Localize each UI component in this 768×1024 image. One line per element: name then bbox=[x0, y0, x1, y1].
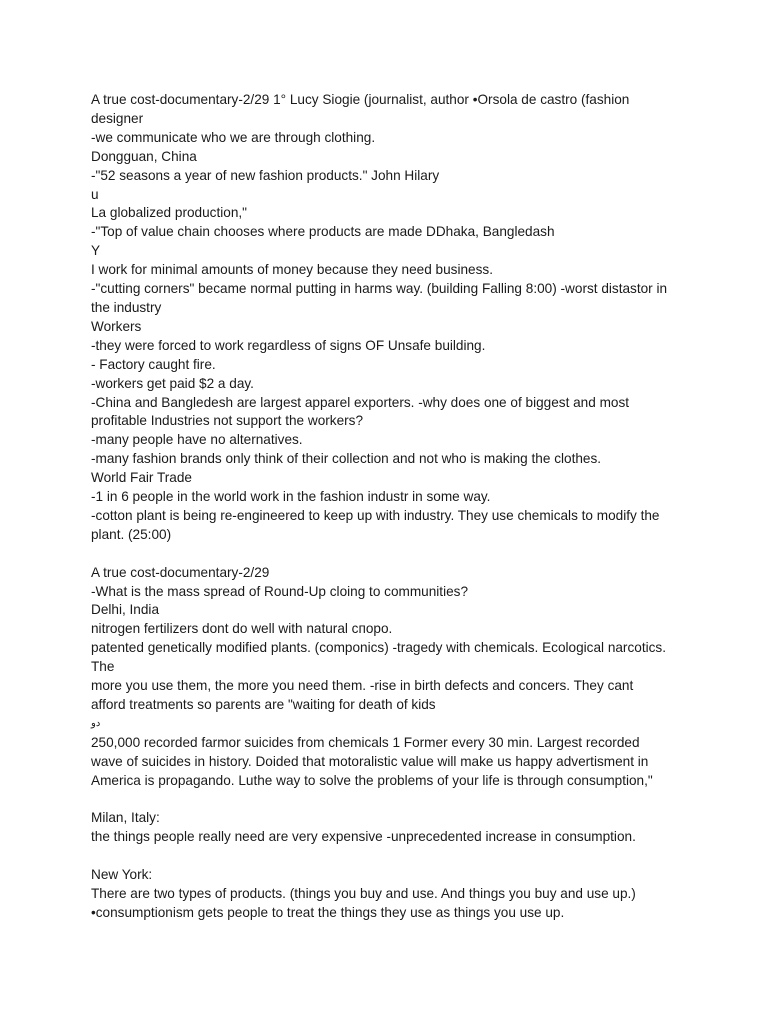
text-line: A true cost-documentary-2/29 bbox=[91, 564, 270, 580]
paragraph-gap bbox=[91, 791, 691, 810]
text-line: -1 in 6 people in the world work in the fashion industr in some way. bbox=[91, 489, 491, 505]
text-line: profitable Industries not support the workers? bbox=[91, 413, 364, 429]
text-line: The bbox=[91, 659, 115, 675]
text-line: designer bbox=[91, 110, 144, 126]
text-line: more you use them, the more you need them. -rise in birth defects and concers. They cant bbox=[91, 678, 634, 694]
text-line: -cotton plant is being re-engineered to keep up with industry. They use chemicals to modify the bbox=[91, 507, 660, 523]
text-line: دو bbox=[91, 717, 101, 729]
section-new-york bbox=[91, 866, 691, 923]
section-true-cost-part2 bbox=[91, 564, 691, 791]
text-line: -"Top of value chain chooses where products are made DDhaka, Bangledash bbox=[91, 224, 555, 240]
text-line: •consumptionism gets people to treat the things they use as things you use up. bbox=[91, 904, 565, 920]
text-line: - Factory caught fire. bbox=[91, 356, 216, 372]
text-line: World Fair Trade bbox=[91, 470, 192, 486]
text-line: nitrogen fertilizers dont do well with natural споро. bbox=[91, 621, 393, 637]
text-line: patented genetically modified plants. (componics) -tragedy with chemicals. Ecological narcotics. bbox=[91, 640, 666, 656]
text-line: -they were forced to work regardless of signs OF Unsafe building. bbox=[91, 337, 486, 353]
text-line: the things people really need are very expensive -unprecedented increase in consumption. bbox=[91, 829, 636, 845]
text-line: -many fashion brands only think of their collection and not who is making the clothes. bbox=[91, 451, 602, 467]
text-line: -What is the mass spread of Round-Up cloing to communities? bbox=[91, 583, 469, 599]
text-line: Delhi, India bbox=[91, 602, 160, 618]
text-line: -China and Bangledesh are largest apparel exporters. -why does one of biggest and most bbox=[91, 394, 630, 410]
section-milan bbox=[91, 809, 691, 847]
text-line: 250,000 recorded farmor suicides from chemicals 1 Former every 30 min. Largest recorded bbox=[91, 734, 640, 750]
text-line: -workers get paid $2 a day. bbox=[91, 375, 254, 391]
paragraph-gap bbox=[91, 847, 691, 866]
text-line: -"cutting corners" became normal putting in harms way. (building Falling 8:00) -worst distastor in bbox=[91, 281, 668, 297]
document-body bbox=[91, 91, 691, 923]
text-line: afford treatments so parents are "waiting for death of kids bbox=[91, 696, 436, 712]
text-line: wave of suicides in history. Doided that motoralistic value will make us happy advertisment in bbox=[91, 753, 649, 769]
text-line: Dongguan, China bbox=[91, 148, 197, 164]
text-line: Y bbox=[91, 243, 101, 259]
text-line: New York: bbox=[91, 867, 153, 883]
text-line: the industry bbox=[91, 299, 162, 315]
section-true-cost-part1 bbox=[91, 91, 691, 545]
paragraph-gap bbox=[91, 545, 691, 564]
text-line: A true cost-documentary-2/29 1° Lucy Siogie (journalist, author •Orsola de castro (fashion bbox=[91, 92, 630, 107]
text-line: There are two types of products. (things you buy and use. And things you buy and use up.) bbox=[91, 886, 636, 902]
text-line: Workers bbox=[91, 318, 142, 334]
text-line: u bbox=[91, 186, 99, 202]
text-line: plant. (25:00) bbox=[91, 526, 172, 542]
text-line: -many people have no alternatives. bbox=[91, 432, 303, 448]
text-line: I work for minimal amounts of money because they need business. bbox=[91, 262, 493, 278]
text-line: -"52 seasons a year of new fashion products." John Hilary bbox=[91, 167, 440, 183]
text-line: La globalized production," bbox=[91, 205, 247, 221]
text-line: Milan, Italy: bbox=[91, 810, 160, 826]
text-line: -we communicate who we are through clothing. bbox=[91, 129, 376, 145]
text-line: America is propagando. Luthe way to solve the problems of your life is through consumption," bbox=[91, 772, 653, 788]
